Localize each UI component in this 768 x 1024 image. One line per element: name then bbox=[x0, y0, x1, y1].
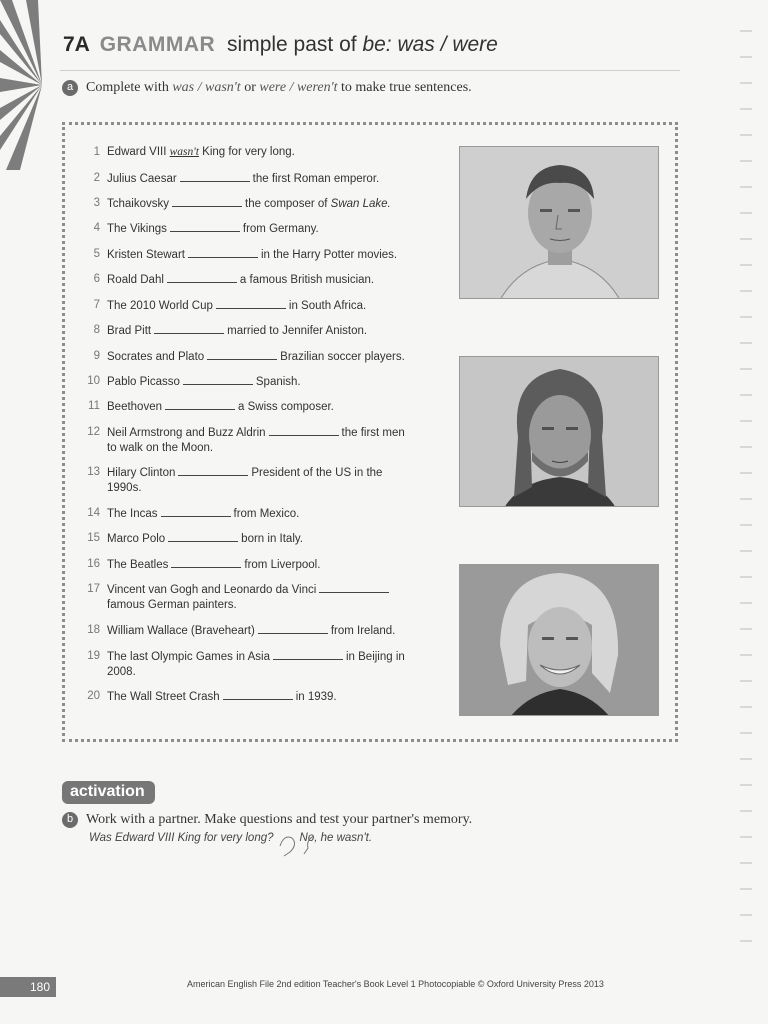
decorative-rays bbox=[0, 0, 42, 170]
item-text bbox=[107, 272, 374, 288]
exercise-a-instruction bbox=[62, 80, 472, 96]
exercise-item bbox=[78, 649, 405, 680]
item-subject: The Vikings bbox=[107, 223, 167, 235]
item-italic: Swan Lake. bbox=[330, 198, 391, 210]
answer-blank[interactable] bbox=[154, 323, 224, 334]
item-predicate: from Germany. bbox=[242, 223, 319, 235]
page-title bbox=[63, 33, 498, 57]
item-subject: Brad Pitt bbox=[107, 325, 152, 337]
example-dialogue bbox=[89, 832, 398, 844]
item-number: 19 bbox=[87, 650, 100, 662]
example-answer: No, he wasn't. bbox=[299, 832, 373, 844]
exercise-item bbox=[78, 399, 334, 415]
item-predicate: a famous British musician. bbox=[239, 274, 375, 286]
topic-italic: be: was / were bbox=[362, 33, 498, 56]
item-subject: Beethoven bbox=[107, 401, 162, 413]
item-number: 13 bbox=[87, 466, 100, 478]
answer-blank[interactable] bbox=[216, 298, 286, 309]
item-predicate: married to Jennifer Aniston. bbox=[227, 325, 368, 337]
answer-blank[interactable] bbox=[188, 247, 258, 258]
exercise-item bbox=[78, 531, 303, 547]
section-label: GRAMMAR bbox=[99, 33, 216, 56]
answer-blank[interactable] bbox=[168, 531, 238, 542]
exercise-item bbox=[78, 374, 301, 390]
item-number: 4 bbox=[93, 222, 100, 234]
item-predicate: President of the US in the bbox=[251, 467, 383, 479]
answer-blank[interactable] bbox=[178, 465, 248, 476]
section-topic bbox=[227, 33, 498, 56]
exercise-item bbox=[78, 171, 379, 187]
title-rule bbox=[60, 70, 680, 71]
exercise-b-text: Work with a partner. Make questions and test your partner's memory. bbox=[86, 812, 473, 827]
exercise-item bbox=[78, 582, 392, 613]
item-subject: Tchaikovsky bbox=[107, 198, 169, 210]
item-text bbox=[107, 506, 299, 522]
item-predicate: the first men bbox=[341, 427, 405, 439]
item-subject: Kristen Stewart bbox=[107, 249, 185, 261]
answer-blank[interactable] bbox=[167, 272, 237, 283]
exercise-item bbox=[78, 689, 337, 705]
item-number: 17 bbox=[87, 583, 100, 595]
exercise-item bbox=[78, 221, 319, 237]
answer-blank[interactable] bbox=[223, 689, 293, 700]
item-number: 20 bbox=[87, 690, 100, 702]
exercise-item bbox=[78, 272, 374, 288]
instr-end: to make true sentences. bbox=[337, 80, 472, 95]
item-number: 11 bbox=[88, 400, 100, 412]
item-predicate: from Ireland. bbox=[330, 625, 396, 637]
exercise-item bbox=[78, 247, 397, 263]
exercise-item bbox=[78, 323, 367, 339]
item-subject: Marco Polo bbox=[107, 533, 166, 545]
item-number: 5 bbox=[93, 248, 100, 260]
item-number: 9 bbox=[93, 350, 100, 362]
item-subject: The Incas bbox=[107, 508, 158, 520]
exercise-b-letter: b bbox=[62, 812, 78, 828]
footer-text: American English File 2nd edition Teacher's Book Level 1 Photocopiable © Oxford University Press 2013 bbox=[187, 979, 604, 989]
answer-blank[interactable] bbox=[172, 196, 242, 207]
item-line2: 2008. bbox=[107, 666, 136, 678]
photo-brad-pitt bbox=[459, 356, 659, 507]
exercise-item bbox=[78, 196, 391, 212]
item-line2: famous German painters. bbox=[107, 599, 237, 611]
item-subject: Edward VIII bbox=[107, 146, 170, 158]
margin-decoration bbox=[740, 30, 760, 966]
item-predicate: Brazilian soccer players. bbox=[280, 351, 405, 363]
item-predicate: born in Italy. bbox=[241, 533, 303, 545]
item-subject: Roald Dahl bbox=[107, 274, 164, 286]
instr-opt2: were / weren't bbox=[259, 80, 338, 95]
example-question: Was Edward VIII King for very long? bbox=[89, 832, 274, 844]
exercise-item bbox=[78, 623, 395, 639]
item-subject: Vincent van Gogh and Leonardo da Vinci bbox=[107, 584, 317, 596]
item-text bbox=[107, 145, 295, 160]
item-subject: Julius Caesar bbox=[107, 173, 177, 185]
item-text bbox=[107, 247, 397, 263]
answer-blank[interactable] bbox=[165, 399, 235, 410]
item-text bbox=[107, 649, 405, 680]
item-predicate: from Mexico. bbox=[233, 508, 300, 520]
item-text bbox=[107, 531, 303, 547]
answer-blank[interactable] bbox=[183, 374, 253, 385]
item-number: 8 bbox=[93, 324, 100, 336]
item-predicate: from Liverpool. bbox=[244, 559, 321, 571]
exercise-b-instruction bbox=[62, 812, 472, 828]
page-number: 180 bbox=[0, 977, 56, 997]
item-subject: Pablo Picasso bbox=[107, 376, 180, 388]
exercise-item bbox=[78, 425, 405, 456]
item-predicate: in 1939. bbox=[295, 691, 337, 703]
item-subject: Socrates and Plato bbox=[107, 351, 205, 363]
item-predicate: in South Africa. bbox=[288, 300, 367, 312]
item-predicate: in Beijing in bbox=[345, 651, 405, 663]
item-number: 6 bbox=[93, 273, 100, 285]
item-subject: Neil Armstrong and Buzz Aldrin bbox=[107, 427, 266, 439]
item-predicate: the composer of bbox=[245, 198, 331, 210]
speech-bubbles-icon bbox=[278, 832, 328, 858]
answer-blank[interactable] bbox=[161, 506, 231, 517]
item-number: 15 bbox=[87, 532, 100, 544]
section-number: 7A bbox=[63, 33, 90, 56]
item-text bbox=[107, 298, 366, 314]
item-text bbox=[107, 557, 320, 573]
item-subject: The 2010 World Cup bbox=[107, 300, 213, 312]
exercise-item bbox=[78, 557, 320, 573]
exercise-item bbox=[78, 506, 299, 522]
item-number: 3 bbox=[93, 197, 100, 209]
item-subject: The Wall Street Crash bbox=[107, 691, 220, 703]
item-predicate: Spanish. bbox=[255, 376, 301, 388]
item-line2: to walk on the Moon. bbox=[107, 442, 214, 454]
item-text bbox=[107, 689, 337, 705]
instr-opt1: was / wasn't bbox=[172, 80, 241, 95]
answer-blank[interactable] bbox=[273, 649, 343, 660]
item-number: 7 bbox=[93, 299, 100, 311]
item-subject: The Beatles bbox=[107, 559, 169, 571]
item-text bbox=[107, 349, 405, 365]
exercise-item bbox=[78, 145, 295, 160]
instr-or: or bbox=[240, 80, 260, 95]
item-number: 10 bbox=[87, 375, 100, 387]
item-subject: William Wallace (Braveheart) bbox=[107, 625, 255, 637]
item-text bbox=[107, 221, 319, 237]
topic-prefix: simple past of bbox=[227, 33, 363, 56]
item-text bbox=[107, 171, 379, 187]
item-subject: Hilary Clinton bbox=[107, 467, 176, 479]
item-number: 12 bbox=[87, 426, 100, 438]
item-number: 1 bbox=[93, 146, 100, 158]
item-number: 16 bbox=[87, 558, 100, 570]
item-text bbox=[107, 623, 395, 639]
answer-blank[interactable] bbox=[207, 349, 277, 360]
item-predicate: a Swiss composer. bbox=[238, 401, 334, 413]
exercise-item bbox=[78, 349, 405, 365]
item-predicate: King for very long. bbox=[198, 146, 295, 158]
item-predicate: the first Roman emperor. bbox=[252, 173, 380, 185]
item-number: 18 bbox=[87, 624, 100, 636]
item-line2: 1990s. bbox=[107, 482, 142, 494]
item-answer: wasn't bbox=[169, 146, 199, 158]
photo-hillary-clinton bbox=[459, 564, 659, 716]
item-number: 14 bbox=[87, 507, 100, 519]
item-text bbox=[107, 465, 382, 496]
item-number: 2 bbox=[93, 172, 100, 184]
photo-edward-viii bbox=[459, 146, 659, 299]
answer-blank[interactable] bbox=[171, 557, 241, 568]
item-text bbox=[107, 374, 301, 390]
exercise-item bbox=[78, 465, 382, 496]
exercise-a-letter: a bbox=[62, 80, 78, 96]
answer-blank[interactable] bbox=[180, 171, 250, 182]
item-text bbox=[107, 399, 334, 415]
item-text bbox=[107, 425, 405, 456]
item-text bbox=[107, 582, 392, 613]
item-text bbox=[107, 323, 367, 339]
answer-blank[interactable] bbox=[269, 425, 339, 436]
activation-label: activation bbox=[62, 781, 155, 804]
answer-blank[interactable] bbox=[319, 582, 389, 593]
item-predicate: in the Harry Potter movies. bbox=[260, 249, 398, 261]
answer-blank[interactable] bbox=[170, 221, 240, 232]
item-text bbox=[107, 196, 391, 212]
exercise-item bbox=[78, 298, 366, 314]
answer-blank[interactable] bbox=[258, 623, 328, 634]
instr-start: Complete with bbox=[86, 80, 173, 95]
item-subject: The last Olympic Games in Asia bbox=[107, 651, 270, 663]
